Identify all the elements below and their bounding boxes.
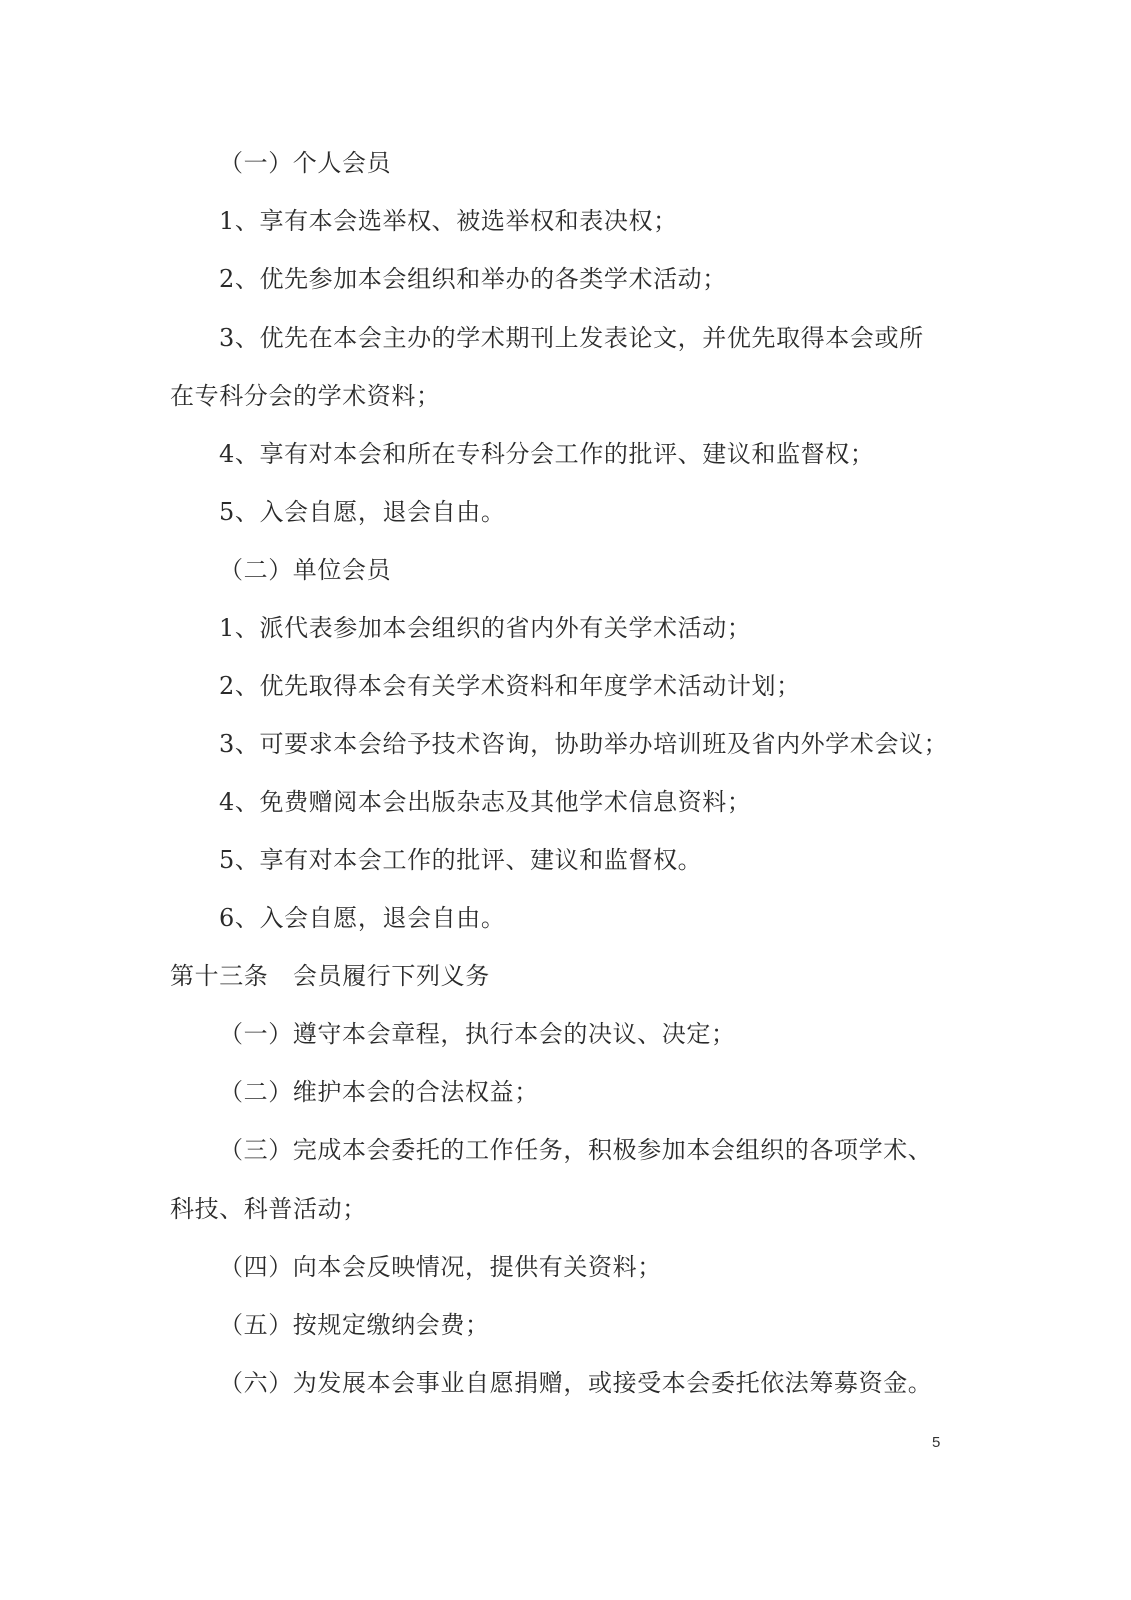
paragraph-line: 3、可要求本会给予技术咨询，协助举办培训班及省内外学术会议；	[219, 730, 949, 758]
paragraph-line: 6、入会自愿，退会自由。	[219, 904, 506, 932]
page-number: 5	[932, 1434, 941, 1451]
paragraph-line: 2、优先参加本会组织和举办的各类学术活动；	[219, 265, 727, 293]
paragraph-line: （六）为发展本会事业自愿捐赠，或接受本会委托依法筹募资金。	[219, 1369, 933, 1397]
section-heading-individual-members: （一）个人会员	[219, 149, 392, 177]
paragraph-line: 3、优先在本会主办的学术期刊上发表论文，并优先取得本会或所	[219, 324, 924, 352]
paragraph-line: 1、派代表参加本会组织的省内外有关学术活动；	[219, 614, 752, 642]
paragraph-line: 4、免费赠阅本会出版杂志及其他学术信息资料；	[219, 788, 752, 816]
article-heading: 第十三条 会员履行下列义务	[170, 962, 490, 990]
paragraph-line-continuation: 科技、科普活动；	[170, 1195, 367, 1223]
paragraph-line: 5、入会自愿，退会自由。	[219, 498, 506, 526]
paragraph-line: （四）向本会反映情况，提供有关资料；	[219, 1253, 662, 1281]
paragraph-line: （一）遵守本会章程，执行本会的决议、决定；	[219, 1020, 736, 1048]
section-heading-unit-members: （二）单位会员	[219, 556, 392, 584]
paragraph-line: （二）维护本会的合法权益；	[219, 1078, 539, 1106]
paragraph-line-continuation: 在专科分会的学术资料；	[170, 382, 441, 410]
paragraph-line: 1、享有本会选举权、被选举权和表决权；	[219, 207, 678, 235]
paragraph-line: 4、享有对本会和所在专科分会工作的批评、建议和监督权；	[219, 440, 875, 468]
paragraph-line: （三）完成本会委托的工作任务，积极参加本会组织的各项学术、	[219, 1136, 933, 1164]
paragraph-line: （五）按规定缴纳会费；	[219, 1311, 490, 1339]
paragraph-line: 5、享有对本会工作的批评、建议和监督权。	[219, 846, 703, 874]
paragraph-line: 2、优先取得本会有关学术资料和年度学术活动计划；	[219, 672, 801, 700]
